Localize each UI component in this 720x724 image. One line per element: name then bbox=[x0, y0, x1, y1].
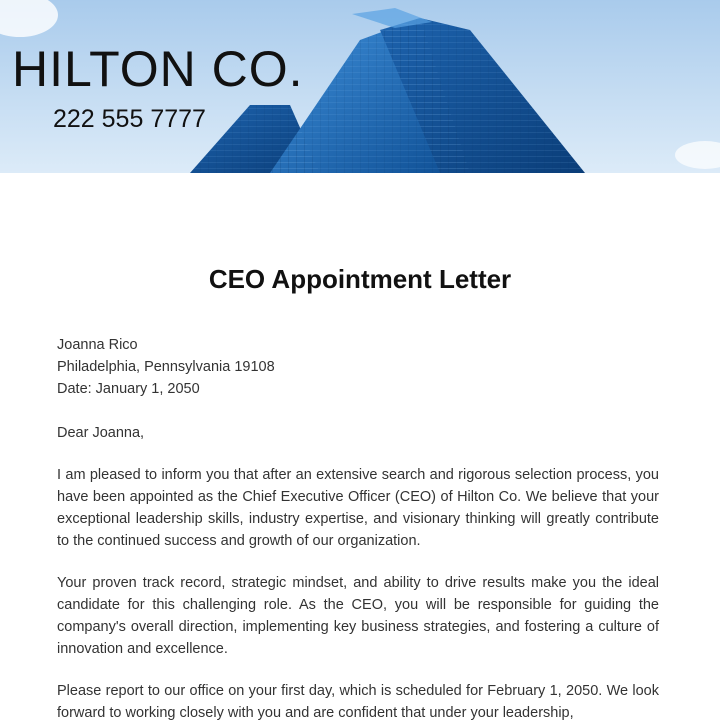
company-phone: 222 555 7777 bbox=[53, 105, 206, 133]
paragraph-3: Please report to our office on your first day, which is scheduled for February 1, 2050. We look forward to working closely with you and are confident that under your leadership, bbox=[57, 683, 659, 721]
recipient-address: Philadelphia, Pennsylvania 19108 bbox=[57, 359, 275, 375]
letter-date: Date: January 1, 2050 bbox=[57, 381, 200, 397]
paragraph-2: Your proven track record, strategic mindset, and ability to drive results make you the ideal candidate for this challenging role. As the CEO, you will be responsible for guiding the company's overall direction, implementing key business strategies, and fostering a culture of innovation and excellence. bbox=[57, 575, 659, 657]
paragraph-1: I am pleased to inform you that after an extensive search and rigorous selection process, you have been appointed as the Chief Executive Officer (CEO) of Hilton Co. We believe that your exceptional leadership skills, industry expertise, and visionary thinking will greatly contribute to the continued success and growth of our organization. bbox=[57, 467, 659, 549]
company-name: HILTON CO. bbox=[12, 41, 304, 97]
recipient-name: Joanna Rico bbox=[57, 337, 138, 353]
letter-title: CEO Appointment Letter bbox=[208, 264, 512, 294]
letterhead-banner bbox=[0, 0, 720, 173]
recipient-block bbox=[57, 334, 275, 400]
greeting: Dear Joanna, bbox=[57, 425, 145, 441]
